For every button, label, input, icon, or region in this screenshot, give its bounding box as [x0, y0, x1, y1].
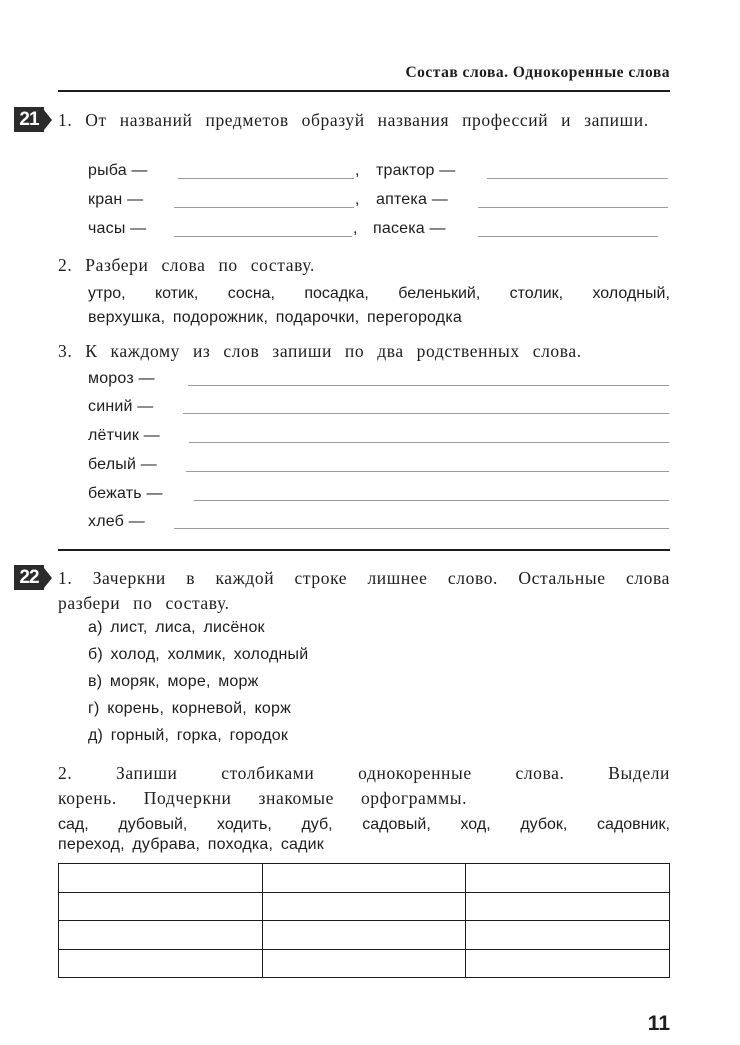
- word: ход,: [460, 816, 491, 833]
- badge-arrow-icon: [44, 110, 52, 130]
- word: посадка,: [304, 285, 369, 302]
- answer-line[interactable]: [183, 413, 669, 414]
- ex22-row: д) горный, горка, городок: [88, 727, 289, 744]
- page-header-title: Состав слова. Однокоренные слова: [405, 64, 670, 81]
- answer-line[interactable]: [186, 471, 669, 472]
- answer-line[interactable]: [487, 178, 668, 179]
- word: садовый,: [362, 816, 431, 833]
- word: столик,: [509, 285, 564, 302]
- answer-table: [58, 863, 670, 978]
- section-divider: [58, 549, 670, 551]
- pair-left-label: кран —: [88, 191, 144, 208]
- answer-line[interactable]: [478, 207, 668, 208]
- answer-line[interactable]: [194, 500, 669, 501]
- pair-right-label: трактор —: [376, 162, 456, 179]
- answer-line[interactable]: [174, 207, 354, 208]
- pair-left-label: часы —: [88, 220, 147, 237]
- answer-line[interactable]: [178, 178, 354, 179]
- exercise-number: 22: [14, 565, 44, 590]
- comma: ,: [353, 220, 358, 237]
- pair-left-label: рыба —: [88, 162, 148, 179]
- ex22-row: г) корень, корневой, корж: [88, 700, 291, 717]
- ex21-task3-text: 3. К каждому из слов запиши по два родственных слова.: [58, 341, 582, 361]
- ex21-task2-words-row2: верхушка, подорожник, подарочки, перегородка: [88, 309, 462, 326]
- answer-line[interactable]: [478, 236, 658, 237]
- pair-right-label: аптека —: [376, 191, 448, 208]
- table-cell[interactable]: [262, 892, 466, 921]
- page-number: 11: [647, 1012, 670, 1035]
- ex22-task1-text: 1. Зачеркни в каждой строке лишнее слово. Остальные слова разбери по составу.: [58, 568, 670, 613]
- exercise-21-badge: [8, 107, 58, 133]
- word-label: синий —: [88, 398, 154, 415]
- answer-line[interactable]: [174, 236, 352, 237]
- comma: ,: [355, 191, 360, 208]
- ex22-task2-words-row2: переход, дубрава, походка, садик: [58, 836, 324, 853]
- ex21-task2-words-row1: [88, 281, 670, 307]
- answer-line[interactable]: [188, 385, 669, 386]
- table-row: [59, 892, 670, 921]
- word: сосна,: [227, 285, 275, 302]
- word: дубок,: [520, 816, 568, 833]
- table-cell[interactable]: [466, 892, 670, 921]
- word: утро,: [88, 285, 126, 302]
- word: холодный,: [592, 285, 670, 302]
- word-label: лётчик —: [88, 427, 160, 444]
- answer-line[interactable]: [174, 528, 669, 529]
- word: дубовый,: [118, 816, 188, 833]
- table-cell[interactable]: [466, 864, 670, 893]
- ex22-row: в) моряк, море, морж: [88, 673, 259, 690]
- table-cell[interactable]: [59, 949, 263, 978]
- ex22-task2-words-row1: [58, 812, 670, 838]
- table-row: [59, 949, 670, 978]
- table-row: [59, 921, 670, 950]
- exercise-number: 21: [14, 107, 44, 132]
- word-label: мороз —: [88, 370, 155, 387]
- word: ходить,: [217, 816, 272, 833]
- table-cell[interactable]: [466, 921, 670, 950]
- ex22-task2-text: 2. Запиши столбиками однокоренные слова. Выдели корень. Подчеркни знакомые орфограммы.: [58, 763, 670, 808]
- word: садовник,: [597, 816, 670, 833]
- ex21-task2-text: 2. Разбери слова по составу.: [58, 255, 315, 275]
- table-cell[interactable]: [262, 921, 466, 950]
- badge-arrow-icon: [44, 568, 52, 588]
- pair-right-label: пасека —: [373, 220, 446, 237]
- word: беленький,: [398, 285, 481, 302]
- comma: ,: [355, 162, 360, 179]
- header-rule: [58, 90, 670, 92]
- table-cell[interactable]: [59, 864, 263, 893]
- table-cell[interactable]: [466, 949, 670, 978]
- table-cell[interactable]: [59, 892, 263, 921]
- table-cell[interactable]: [262, 949, 466, 978]
- word: сад,: [58, 816, 89, 833]
- word-label: хлеб —: [88, 513, 145, 530]
- table-cell[interactable]: [59, 921, 263, 950]
- ex22-row: а) лист, лиса, лисёнок: [88, 619, 265, 636]
- word-label: бежать —: [88, 485, 163, 502]
- word: дуб,: [301, 816, 333, 833]
- answer-line[interactable]: [189, 442, 669, 443]
- table-cell[interactable]: [262, 864, 466, 893]
- word-label: белый —: [88, 456, 157, 473]
- ex21-task1-text: 1. От названий предметов образуй названия профессий и запиши.: [58, 110, 649, 130]
- ex22-row: б) холод, холмик, холодный: [88, 646, 309, 663]
- word: котик,: [154, 285, 199, 302]
- exercise-22-badge: [8, 565, 58, 591]
- table-row: [59, 864, 670, 893]
